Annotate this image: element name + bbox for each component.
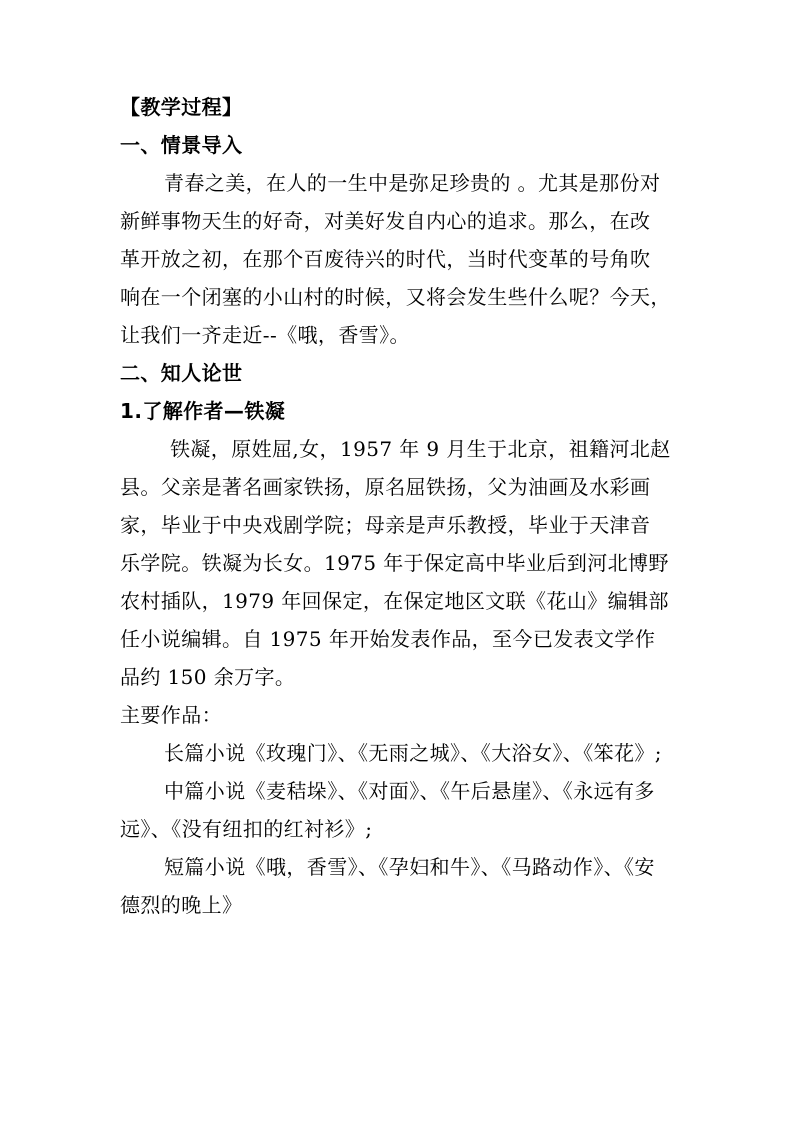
bio-line: 县。父亲是著名画家铁扬，原名屈铁扬，父为油画及水彩画 — [120, 475, 651, 499]
paragraph-line: 青春之美，在人的一生中是弥足珍贵的 。尤其是那份对 — [164, 171, 661, 195]
paragraph-line: 新鲜事物天生的好奇，对美好发自内心的追求。那么，在改 — [120, 209, 651, 233]
bio-line: 品约 150 余万字。 — [120, 665, 296, 689]
paragraph-line: 革开放之初，在那个百废待兴的时代，当时代变革的号角吹 — [120, 247, 651, 271]
works-line: 长篇小说《玫瑰门》、《无雨之城》、《大浴女》、《笨花》; — [164, 741, 662, 765]
section-title: 【教学过程】 — [120, 95, 243, 119]
works-line: 德烈的晚上》 — [120, 893, 243, 917]
works-line: 远》、《没有纽扣的红衬衫》; — [120, 817, 373, 841]
bio-line: 铁凝，原姓屈,女，1957 年 9 月生于北京，祖籍河北赵 — [170, 437, 671, 461]
works-line: 中篇小说《麦秸垛》、《对面》、《午后悬崖》、《永远有多 — [164, 779, 655, 803]
bio-line: 任小说编辑。自 1975 年开始发表作品，至今已发表文学作 — [120, 627, 656, 651]
works-label: 主要作品： — [120, 703, 222, 727]
part2-subheading: 1.了解作者—铁凝 — [120, 399, 286, 423]
paragraph-line: 响在一个闭塞的小山村的时候，又将会发生些什么呢？今天， — [120, 285, 671, 309]
bio-line: 家，毕业于中央戏剧学院；母亲是声乐教授，毕业于天津音 — [120, 513, 651, 537]
paragraph-line: 让我们一齐走近--《哦，香雪》。 — [120, 323, 410, 347]
part1-heading: 一、情景导入 — [120, 133, 243, 157]
bio-line: 乐学院。铁凝为长女。1975 年于保定高中毕业后到河北博野 — [120, 551, 669, 575]
document-content — [120, 88, 680, 924]
bio-line: 农村插队，1979 年回保定，在保定地区文联《花山》编辑部 — [120, 589, 669, 613]
works-line: 短篇小说《哦，香雪》、《孕妇和牛》、《马路动作》、《安 — [164, 855, 655, 879]
part2-heading: 二、知人论世 — [120, 361, 243, 385]
